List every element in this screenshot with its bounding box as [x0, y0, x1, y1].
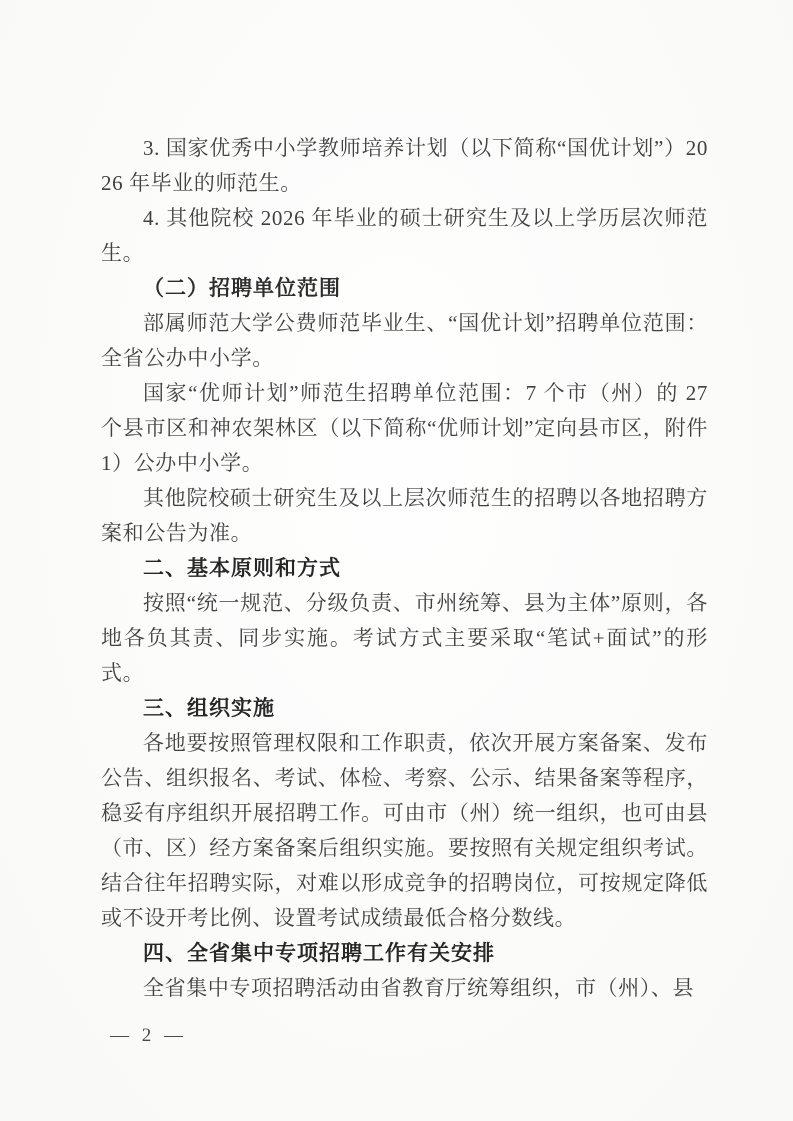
paragraph: 4. 其他院校 2026 年毕业的硕士研究生及以上学历层次师范生。	[101, 206, 708, 265]
section-heading: （二）招聘单位范围	[143, 276, 341, 300]
document-content	[101, 131, 708, 1006]
section-heading: 二、基本原则和方式	[143, 557, 341, 580]
paragraph: 国家“优师计划”师范生招聘单位范围：7 个市（州）的 27 个县市区和神农架林区（以下简称“优师计划”定向县市区，附件 1）公办中小学。	[101, 381, 708, 475]
paragraph: 其他院校硕士研究生及以上层次师范生的招聘以各地招聘方案和公告为准。	[101, 486, 708, 545]
paragraph: 部属师范大学公费师范毕业生、“国优计划”招聘单位范围：全省公办中小学。	[101, 311, 708, 370]
paragraph: 各地要按照管理权限和工作职责，依次开展方案备案、发布公告、组织报名、考试、体检、考察、公示、结果备案等程序，稳妥有序组织开展招聘工作。可由市（州）统一组织，也可由县（市、区）经方案备案后组织实施。要按照有关规定组织考试。结合往年招聘实际，对难以形成竞争的招聘岗位，可按规定降低或不设开考比例、设置考试成绩最低合格分数线。	[101, 731, 708, 930]
paragraph: 3. 国家优秀中小学教师培养计划（以下简称“国优计划”）2026 年毕业的师范生。	[101, 136, 708, 195]
paragraph: 全省集中专项招聘活动由省教育厅统筹组织，市（州）、县	[143, 976, 695, 1000]
paragraph: 按照“统一规范、分级负责、市州统筹、县为主体”原则，各地各负其责、同步实施。考试方式主要采取“笔试+面试”的形式。	[101, 591, 708, 685]
section-heading: 三、组织实施	[143, 697, 275, 720]
section-heading: 四、全省集中专项招聘工作有关安排	[143, 942, 495, 965]
page-number: — 2 —	[110, 1025, 187, 1046]
